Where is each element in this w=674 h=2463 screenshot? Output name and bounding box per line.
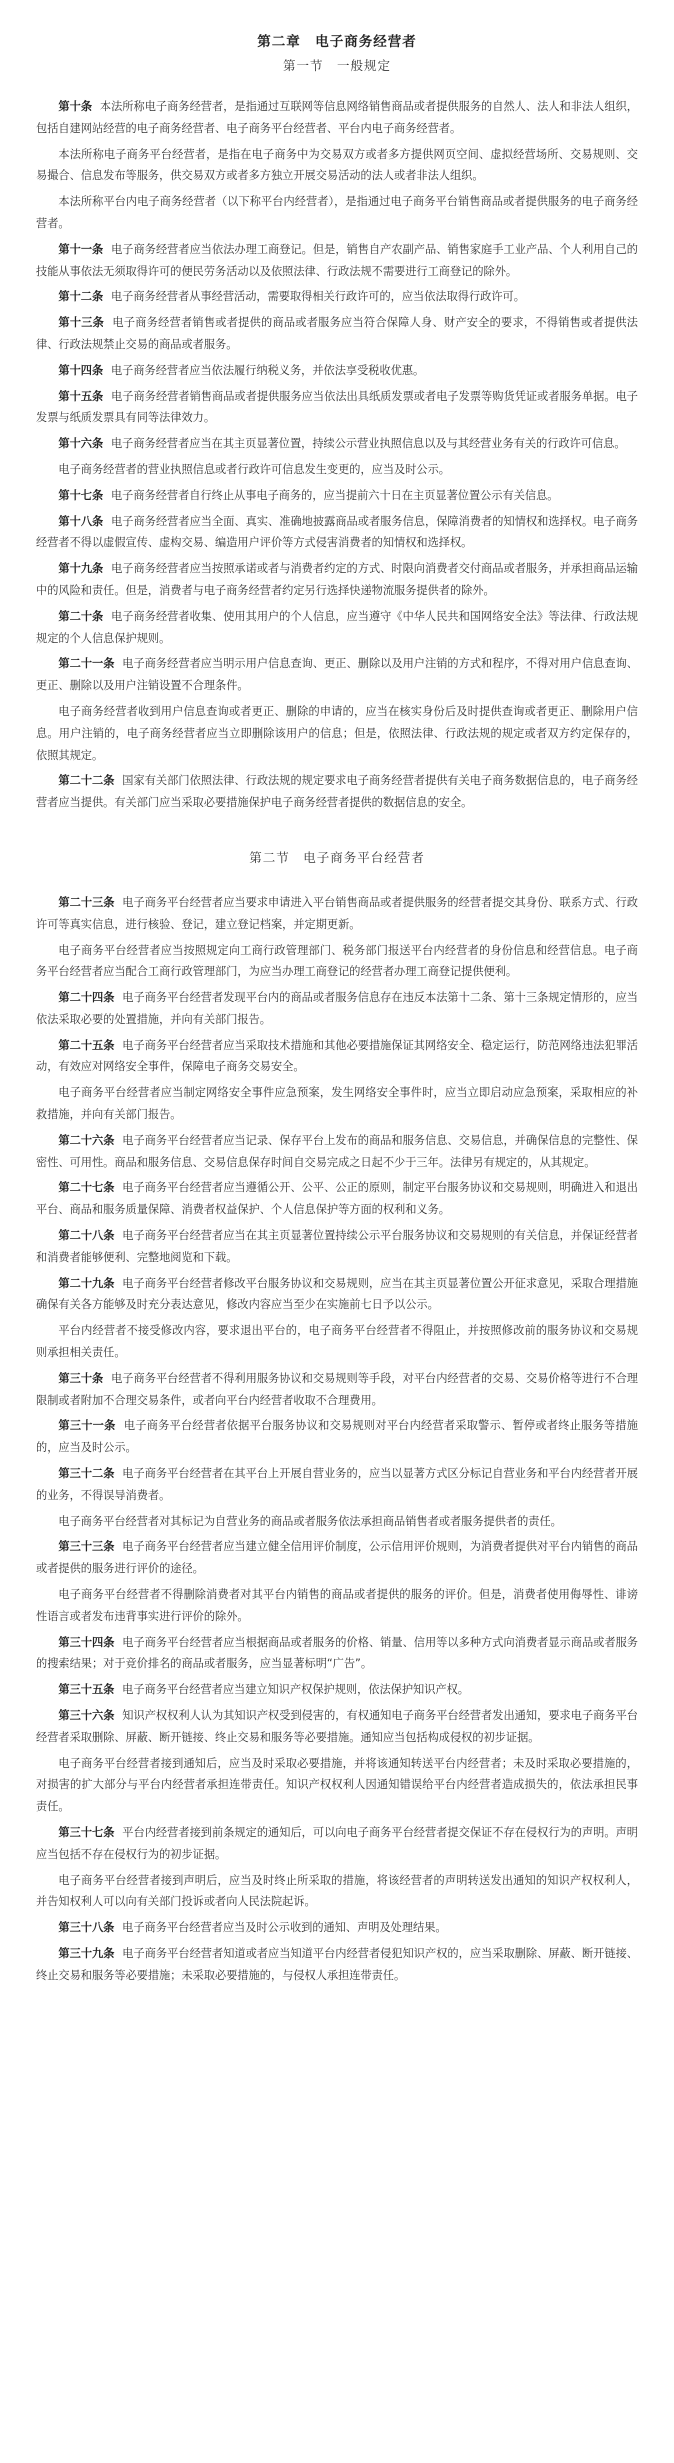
article-text: 平台内经营者不接受修改内容，要求退出平台的，电子商务平台经营者不得阻止，并按照修改前的服务协议和交易规则承担相关责任。 <box>36 1324 638 1360</box>
article-paragraph <box>36 653 638 697</box>
article-paragraph <box>36 1943 638 1987</box>
article-paragraph <box>36 1511 638 1533</box>
article-number: 第十七条 <box>58 488 104 502</box>
article-paragraph <box>36 360 638 382</box>
article-text: 电子商务平台经营者应当遵循公开、公平、公正的原则，制定平台服务协议和交易规则，明确进入和退出平台、商品和服务质量保障、消费者权益保护、个人信息保护等方面的权利和义务。 <box>36 1181 638 1217</box>
article-number: 第三十一条 <box>58 1419 116 1433</box>
article-paragraph <box>36 1917 638 1939</box>
article-paragraph <box>36 1415 638 1459</box>
article-number: 第二十六条 <box>58 1133 115 1147</box>
article-paragraph <box>36 1368 638 1412</box>
article-paragraph <box>36 1035 638 1079</box>
article-paragraph <box>36 286 638 308</box>
article-text: 电子商务平台经营者接到通知后，应当及时采取必要措施，并将该通知转送平台内经营者；未及时采取必要措施的，对损害的扩大部分与平台内经营者承担连带责任。知识产权权利人因通知错误给平台内经营者造成损失的，依法承担民事责任。 <box>36 1756 638 1814</box>
article-text: 电子商务平台经营者发现平台内的商品或者服务信息存在违反本法第十二条、第十三条规定情形的，应当依法采取必要的处置措施，并向有关部门报告。 <box>36 991 638 1026</box>
section-title: 第一节 一般规定 <box>282 58 391 73</box>
article-paragraph <box>36 770 638 814</box>
article-number: 第二十一条 <box>58 657 115 671</box>
article-text: 电子商务平台经营者应当采取技术措施和其他必要措施保证其网络安全、稳定运行，防范网络违法犯罪活动，有效应对网络安全事件，保障电子商务交易安全。 <box>36 1038 638 1074</box>
article-number: 第十九条 <box>58 562 104 576</box>
article-paragraph <box>36 386 638 430</box>
article-text: 电子商务平台经营者不得利用服务协议和交易规则等手段，对平台内经营者的交易、交易价格等进行不合理限制或者附加不合理交易条件，或者向平台内经营者收取不合理费用。 <box>36 1371 638 1407</box>
article-paragraph <box>36 1822 638 1866</box>
article-text: 本法所称平台内电子商务经营者（以下称平台内经营者），是指通过电子商务平台销售商品或者提供服务的电子商务经营者。 <box>36 195 638 230</box>
article-text: 电子商务经营者应当全面、真实、准确地披露商品或者服务信息，保障消费者的知情权和选择权。电子商务经营者不得以虚假宣传、虚构交易、编造用户评价等方式侵害消费者的知情权和选择权。 <box>36 514 638 550</box>
article-number: 第三十九条 <box>58 1946 115 1960</box>
article-text: 电子商务经营者应当明示用户信息查询、更正、删除以及用户注销的方式和程序，不得对用户信息查询、更正、删除以及用户注销设置不合理条件。 <box>36 657 638 693</box>
article-paragraph <box>36 892 638 936</box>
article-text: 电子商务经营者销售或者提供的商品或者服务应当符合保障人身、财产安全的要求，不得销售或者提供法律、行政法规禁止交易的商品或者服务。 <box>36 316 638 351</box>
article-text: 电子商务平台经营者应当及时公示收到的通知、声明及处理结果。 <box>122 1921 447 1935</box>
article-paragraph <box>36 459 638 481</box>
article-number: 第十四条 <box>58 363 104 377</box>
article-paragraph <box>36 1082 638 1126</box>
article-paragraph <box>36 940 638 984</box>
article-paragraph <box>36 1632 638 1676</box>
article-text: 电子商务平台经营者接到声明后，应当及时终止所采取的措施，将该经营者的声明转送发出通知的知识产权权利人，并告知权利人可以向有关部门投诉或者向人民法院起诉。 <box>36 1873 638 1909</box>
article-text: 电子商务经营者的营业执照信息或者行政许可信息发生变更的，应当及时公示。 <box>58 462 450 476</box>
article-text: 电子商务经营者应当依法履行纳税义务，并依法享受税收优惠。 <box>110 363 425 377</box>
article-text: 电子商务平台经营者对其标记为自营业务的商品或者服务依法承担商品销售者或者服务提供者的责任。 <box>58 1514 562 1528</box>
article-number: 第二十四条 <box>58 991 115 1005</box>
chapter-title: 第二章 电子商务经营者 <box>257 34 417 50</box>
article-paragraph <box>36 1177 638 1221</box>
article-text: 电子商务平台经营者不得删除消费者对其平台内销售的商品或者提供的服务的评价。但是，消费者使用侮辱性、诽谤性语言或者发布违背事实进行评价的除外。 <box>36 1588 638 1623</box>
article-text: 电子商务平台经营者应当在其主页显著位置持续公示平台服务协议和交易规则的有关信息，并保证经营者和消费者能够便利、完整地阅览和下载。 <box>36 1229 638 1264</box>
article-text: 电子商务平台经营者修改平台服务协议和交易规则，应当在其主页显著位置公开征求意见，采取合理措施确保有关各方能够及时充分表达意见，修改内容应当至少在实施前七日予以公示。 <box>36 1276 638 1312</box>
article-text: 电子商务平台经营者应当记录、保存平台上发布的商品和服务信息、交易信息，并确保信息的完整性、保密性、可用性。商品和服务信息、交易信息保存时间自交易完成之日起不少于三年。法律另有规定的，从其规定。 <box>36 1133 638 1169</box>
article-text: 电子商务平台经营者应当根据商品或者服务的价格、销量、信用等以多种方式向消费者显示商品或者服务的搜索结果；对于竞价排名的商品或者服务，应当显著标明“广告”。 <box>36 1635 638 1671</box>
article-number: 第三十二条 <box>58 1467 115 1481</box>
article-text: 电子商务经营者销售商品或者提供服务应当依法出具纸质发票或者电子发票等购货凭证或者服务单据。电子发票与纸质发票具有同等法律效力。 <box>36 389 638 425</box>
article-number: 第十八条 <box>58 514 104 528</box>
article-number: 第十一条 <box>58 242 104 256</box>
article-text: 电子商务平台经营者应当建立健全信用评价制度，公示信用评价规则，为消费者提供对平台内销售的商品或者提供的服务进行评价的途径。 <box>36 1540 638 1576</box>
article-text: 电子商务经营者自行终止从事电子商务的，应当提前六十日在主页显著位置公示有关信息。 <box>110 488 559 502</box>
article-paragraph <box>36 558 638 602</box>
article-number: 第十三条 <box>58 316 105 330</box>
article-text: 电子商务经营者应当按照承诺或者与消费者约定的方式、时限向消费者交付商品或者服务，并承担商品运输中的风险和责任。但是，消费者与电子商务经营者约定另行选择快递物流服务提供者的除外。 <box>36 562 638 597</box>
article-text: 本法所称电子商务经营者，是指通过互联网等信息网络销售商品或者提供服务的自然人、法人和非法人组织，包括自建网站经营的电子商务经营者、电子商务平台经营者、平台内电子商务经营者。 <box>36 100 638 135</box>
article-paragraph <box>36 312 638 356</box>
article-number: 第十六条 <box>58 437 104 451</box>
article-number: 第二十五条 <box>58 1038 115 1052</box>
article-paragraph <box>36 511 638 555</box>
article-text: 平台内经营者接到前条规定的通知后，可以向电子商务平台经营者提交保证不存在侵权行为的声明。声明应当包括不存在侵权行为的初步证据。 <box>36 1825 638 1861</box>
article-number: 第三十七条 <box>58 1825 115 1839</box>
article-text: 电子商务平台经营者应当建立知识产权保护规则，依法保护知识产权。 <box>122 1683 469 1697</box>
article-paragraph <box>36 1320 638 1364</box>
article-paragraph <box>36 701 638 766</box>
article-number: 第三十条 <box>58 1371 104 1385</box>
article-number: 第二十八条 <box>58 1229 115 1243</box>
article-number: 第二十七条 <box>58 1181 115 1195</box>
article-number: 第三十三条 <box>58 1540 115 1554</box>
article-paragraph <box>36 485 638 507</box>
article-paragraph <box>36 1130 638 1174</box>
article-text: 电子商务经营者收到用户信息查询或者更正、删除的申请的，应当在核实身份后及时提供查询或者更正、删除用户信息。用户注销的，电子商务经营者应当立即删除该用户的信息；但是，依照法律、行政法规的规定或者双方约定保存的，依照其规定。 <box>36 704 638 762</box>
article-paragraph <box>36 96 638 140</box>
article-number: 第三十四条 <box>58 1635 115 1649</box>
article-paragraph <box>36 1705 638 1749</box>
article-number: 第三十六条 <box>58 1709 115 1722</box>
article-paragraph <box>36 606 638 650</box>
article-number: 第二十条 <box>58 609 104 623</box>
article-paragraph <box>36 1463 638 1507</box>
article-text: 电子商务平台经营者知道或者应当知道平台内经营者侵犯知识产权的，应当采取删除、屏蔽、断开链接、终止交易和服务等必要措施；未采取必要措施的，与侵权人承担连带责任。 <box>36 1946 638 1982</box>
section-body <box>36 96 638 814</box>
article-number: 第十条 <box>58 100 93 113</box>
section-general-provisions <box>36 56 638 814</box>
article-number: 第三十五条 <box>58 1683 115 1697</box>
article-text: 电子商务平台经营者应当按照规定向工商行政管理部门、税务部门报送平台内经营者的身份信息和经营信息。电子商务平台经营者应当配合工商行政管理部门，为应当办理工商登记的经营者办理工商登记提供便利。 <box>36 943 638 979</box>
article-number: 第二十三条 <box>58 895 115 909</box>
section-title: 第二节 电子商务平台经营者 <box>249 849 425 865</box>
article-paragraph <box>36 1225 638 1269</box>
article-text: 本法所称电子商务平台经营者，是指在电子商务中为交易双方或者多方提供网页空间、虚拟经营场所、交易规则、交易撮合、信息发布等服务，供交易双方或者多方独立开展交易活动的法人或者非法人组织。 <box>36 147 638 183</box>
article-paragraph <box>36 1753 638 1818</box>
article-paragraph <box>36 191 638 235</box>
article-text: 电子商务经营者应当依法办理工商登记。但是，销售自产农副产品、销售家庭手工业产品、个人利用自己的技能从事依法无须取得许可的便民劳务活动以及依照法律、行政法规不需要进行工商登记的除外。 <box>36 242 638 278</box>
article-text: 知识产权权利人认为其知识产权受到侵害的，有权通知电子商务平台经营者发出通知，要求电子商务平台经营者采取删除、屏蔽、断开链接、终止交易和服务等必要措施。通知应当包括构成侵权的初步证据。 <box>36 1709 638 1744</box>
article-paragraph <box>36 1273 638 1317</box>
article-text: 电子商务经营者从事经营活动，需要取得相关行政许可的，应当依法取得行政许可。 <box>110 290 525 304</box>
article-text: 电子商务经营者收集、使用其用户的个人信息，应当遵守《中华人民共和国网络安全法》等法律、行政法规规定的个人信息保护规则。 <box>36 609 638 645</box>
article-paragraph <box>36 239 638 283</box>
article-text: 电子商务平台经营者依据平台服务协议和交易规则对平台内经营者采取警示、暂停或者终止服务等措施的，应当及时公示。 <box>36 1419 638 1455</box>
article-number: 第三十八条 <box>58 1921 115 1935</box>
article-paragraph <box>36 433 638 455</box>
article-number: 第十五条 <box>58 389 104 403</box>
article-paragraph <box>36 144 638 188</box>
article-paragraph <box>36 1679 638 1701</box>
section-platform-operators <box>36 848 638 1987</box>
article-number: 第十二条 <box>58 290 104 304</box>
article-paragraph <box>36 1870 638 1914</box>
section-body <box>36 892 638 1987</box>
article-paragraph <box>36 1536 638 1580</box>
article-text: 电子商务经营者应当在其主页显著位置，持续公示营业执照信息以及与其经营业务有关的行政许可信息。 <box>110 437 626 451</box>
article-text: 电子商务平台经营者应当要求申请进入平台销售商品或者提供服务的经营者提交其身份、联系方式、行政许可等真实信息，进行核验、登记，建立登记档案，并定期更新。 <box>36 895 638 931</box>
article-number: 第二十二条 <box>58 774 115 788</box>
article-text: 国家有关部门依照法律、行政法规的规定要求电子商务经营者提供有关电子商务数据信息的，电子商务经营者应当提供。有关部门应当采取必要措施保护电子商务经营者提供的数据信息的安全。 <box>36 774 638 810</box>
article-paragraph <box>36 987 638 1031</box>
article-paragraph <box>36 1584 638 1628</box>
article-text: 电子商务平台经营者在其平台上开展自营业务的，应当以显著方式区分标记自营业务和平台内经营者开展的业务，不得误导消费者。 <box>36 1467 638 1502</box>
article-number: 第二十九条 <box>58 1276 115 1290</box>
article-text: 电子商务平台经营者应当制定网络安全事件应急预案，发生网络安全事件时，应当立即启动应急预案，采取相应的补救措施，并向有关部门报告。 <box>36 1086 638 1122</box>
